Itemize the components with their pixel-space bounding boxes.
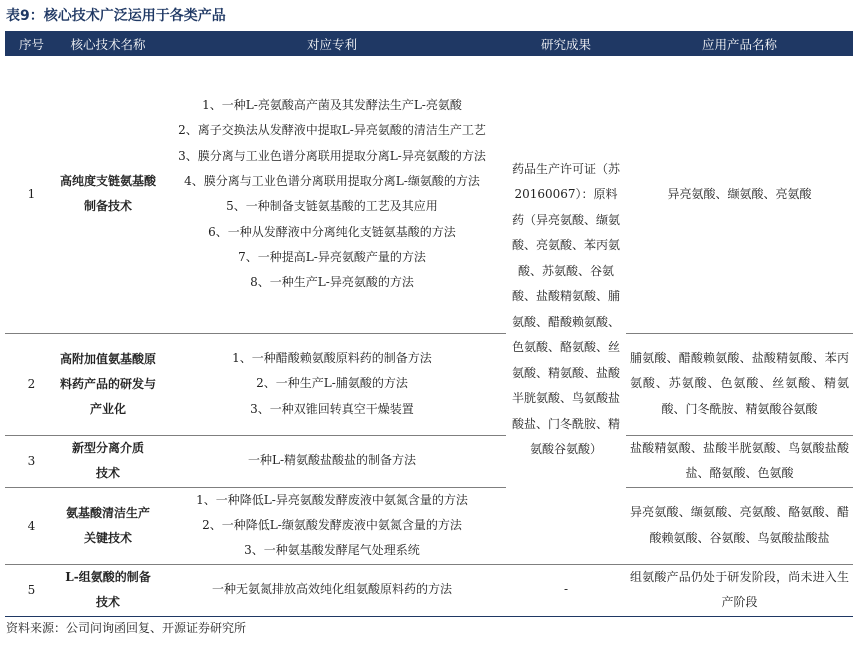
result-value: -: [563, 582, 569, 597]
source-note: 资料来源：公司问询函回复、开源证券研究所: [6, 621, 247, 635]
tech-name-text: 新型分离介质技术: [71, 441, 144, 480]
patent-item: 5、一种制备支链氨基酸的工艺及其应用: [226, 199, 438, 214]
tech-name: [58, 564, 158, 616]
patent-item: 6、一种从发酵液中分离纯化支链氨基酸的方法: [208, 224, 456, 239]
patent-item: 7、一种提高L-异亮氨酸产量的方法: [238, 249, 426, 264]
patent-item: 3、膜分离与工业色谱分离联用提取分离L-异亮氨酸的方法: [178, 148, 486, 163]
table-row: [5, 487, 853, 564]
patent-list: [158, 487, 506, 564]
product-names: 异亮氨酸、缬氨酸、亮氨酸、酪氨酸、醋酸赖氨酸、谷氨酸、鸟氨酸盐酸盐: [630, 505, 849, 545]
row-number: 2: [27, 377, 36, 391]
table-title: 表9：核心技术广泛运用于各类产品: [6, 8, 226, 24]
patent-item: 2、离子交换法从发酵液中提取L-异亮氨酸的清洁生产工艺: [178, 123, 486, 138]
tech-name: 高纯度支链氨基酸制备技术: [59, 174, 156, 214]
tech-name-text: 氨基酸清洁生产关键技术: [65, 505, 150, 545]
patent-item: 1、一种降低L-异亮氨酸发酵废液中氨氮含量的方法: [196, 492, 468, 507]
patent-item: 一种无氨氮排放高效纯化组氨酸原料药的方法: [211, 582, 452, 597]
table-row: [5, 564, 853, 616]
patent-list: [158, 435, 506, 487]
tech-name: 高附加值氨基酸原料药产品的研发与产业化: [59, 351, 156, 416]
patent-item: 一种L-精氨酸盐酸盐的制备方法: [247, 453, 417, 468]
table-row: [5, 333, 853, 435]
patent-item: 1、一种醋酸赖氨酸原料药的制备方法: [232, 351, 432, 366]
product-names: 组氨酸产品仍处于研发阶段，尚未进入生产阶段: [630, 569, 849, 609]
header-results: 研究成果: [506, 31, 626, 56]
core-technology-table: [5, 31, 853, 617]
patent-list: [158, 564, 506, 616]
header-patents: 对应专利: [158, 31, 506, 56]
product-names: 异亮氨酸、缬氨酸、亮氨酸: [667, 186, 812, 201]
header-tech-name: 核心技术名称: [58, 31, 158, 56]
row-number: 3: [27, 454, 36, 468]
patent-item: 2、一种降低L-缬氨酸发酵废液中氨氮含量的方法: [202, 517, 462, 532]
tech-name-text: L-组氨酸的制备技术: [65, 570, 151, 609]
row-number: 5: [27, 583, 36, 597]
patent-item: 1、一种L-亮氨酸高产菌及其发酵法生产L-亮氨酸: [202, 98, 462, 113]
patent-item: 8、一种生产L-异亮氨酸的方法: [250, 275, 414, 290]
row-number: 1: [27, 187, 36, 202]
shared-result: 药品生产许可证（苏20160067）：原料药（异亮氨酸、缬氨酸、亮氨酸、苯丙氨酸、苏氨酸、谷氨酸、盐酸精氨酸、脯氨酸、醋酸赖氨酸、色氨酸、酪氨酸、丝氨酸、精氨酸、盐酸半胱氨酸、鸟氨酸盐酸盐、门冬酰胺、精氨酸谷氨酸）: [512, 161, 621, 457]
patent-item: 4、膜分离与工业色谱分离联用提取分离L-缬氨酸的方法: [184, 173, 480, 188]
table-row: [5, 56, 853, 333]
patent-item: 3、一种氨基酸发酵尾气处理系统: [244, 543, 420, 558]
patent-item: 3、一种双锥回转真空干燥装置: [250, 401, 414, 416]
patent-list: [158, 56, 506, 333]
product-names: 盐酸精氨酸、盐酸半胱氨酸、鸟氨酸盐酸盐、酪氨酸、色氨酸: [630, 440, 849, 480]
tech-name: [58, 435, 158, 487]
product-names: 脯氨酸、醋酸赖氨酸、盐酸精氨酸、苯丙氨酸、苏氨酸、色氨酸、丝氨酸、精氨酸、门冬酰胺、精氨酸谷氨酸: [630, 351, 849, 416]
table-row: [5, 435, 853, 487]
header-no: 序号: [5, 31, 58, 56]
patent-list: [158, 333, 506, 435]
header-products: 应用产品名称: [626, 31, 853, 56]
patent-item: 2、一种生产L-脯氨酸的方法: [256, 376, 408, 391]
row-number: 4: [27, 518, 36, 533]
tech-name: [58, 487, 158, 564]
header-row: [5, 31, 853, 56]
